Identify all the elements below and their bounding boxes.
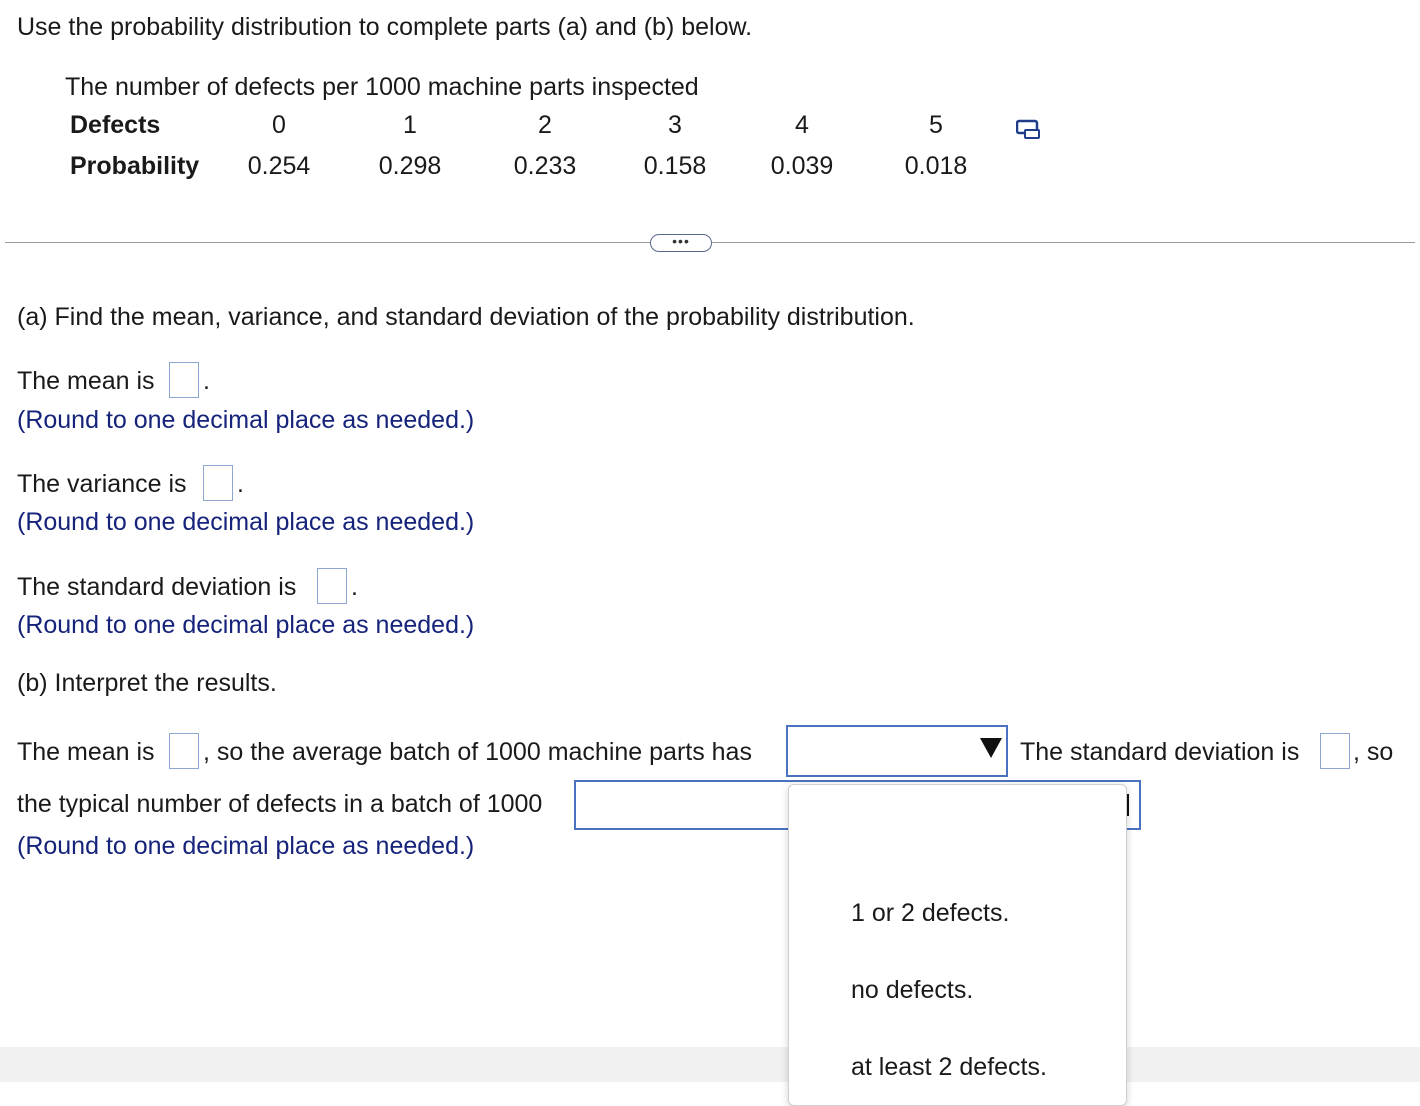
interpret-mean-label: The mean is bbox=[17, 738, 155, 766]
defects-cell: 1 bbox=[403, 111, 417, 139]
table-caption: The number of defects per 1000 machine parts inspected bbox=[65, 73, 699, 101]
intro-text: Use the probability distribution to complete parts (a) and (b) below. bbox=[17, 13, 753, 41]
interpret-sd-label: The standard deviation is bbox=[1020, 738, 1300, 766]
dropdown-option[interactable]: no defects. bbox=[851, 976, 974, 1004]
period: . bbox=[203, 367, 210, 395]
mean-label: The mean is bbox=[17, 367, 155, 395]
sd-label: The standard deviation is bbox=[17, 573, 297, 601]
period: . bbox=[237, 470, 244, 498]
interpret-mean-text: , so the average batch of 1000 machine parts has bbox=[203, 738, 752, 766]
more-button[interactable]: ••• bbox=[650, 234, 712, 252]
probability-header: Probability bbox=[70, 152, 200, 180]
defects-cell: 0 bbox=[272, 111, 286, 139]
sd-answer-input[interactable] bbox=[317, 568, 347, 604]
copy-icon[interactable] bbox=[1016, 118, 1042, 140]
probability-cell: 0.233 bbox=[513, 152, 577, 180]
rounding-hint: (Round to one decimal place as needed.) bbox=[17, 832, 475, 860]
probability-cell: 0.254 bbox=[247, 152, 311, 180]
probability-cell: 0.039 bbox=[770, 152, 834, 180]
rounding-hint: (Round to one decimal place as needed.) bbox=[17, 508, 475, 536]
part-b-prompt: (b) Interpret the results. bbox=[17, 669, 277, 697]
rounding-hint: (Round to one decimal place as needed.) bbox=[17, 406, 475, 434]
defects-cell: 3 bbox=[668, 111, 682, 139]
bottom-bar bbox=[0, 1047, 1420, 1082]
dropdown-option[interactable]: 1 or 2 defects. bbox=[851, 899, 1010, 927]
mean-interpretation-dropdown[interactable] bbox=[786, 725, 1008, 777]
defects-cell: 2 bbox=[538, 111, 552, 139]
probability-cell: 0.018 bbox=[904, 152, 968, 180]
interpret-sd-input[interactable] bbox=[1320, 733, 1350, 769]
probability-cell: 0.158 bbox=[643, 152, 707, 180]
variance-label: The variance is bbox=[17, 470, 187, 498]
defects-header: Defects bbox=[70, 111, 161, 139]
dropdown-option[interactable]: at least 2 defects. bbox=[851, 1053, 1047, 1081]
dropdown-arrow-icon bbox=[980, 738, 1002, 758]
interpret-sd-text: , so bbox=[1353, 738, 1394, 766]
interpret-line2: the typical number of defects in a batch of 1000 bbox=[17, 790, 543, 818]
dropdown-menu bbox=[788, 784, 1127, 1106]
interpret-mean-input[interactable] bbox=[169, 733, 199, 769]
rounding-hint: (Round to one decimal place as needed.) bbox=[17, 611, 475, 639]
mean-answer-input[interactable] bbox=[169, 362, 199, 398]
part-a-prompt: (a) Find the mean, variance, and standard deviation of the probability distribution. bbox=[17, 303, 915, 331]
probability-cell: 0.298 bbox=[378, 152, 442, 180]
defects-cell: 5 bbox=[929, 111, 943, 139]
period: . bbox=[351, 573, 358, 601]
variance-answer-input[interactable] bbox=[203, 465, 233, 501]
defects-cell: 4 bbox=[795, 111, 809, 139]
